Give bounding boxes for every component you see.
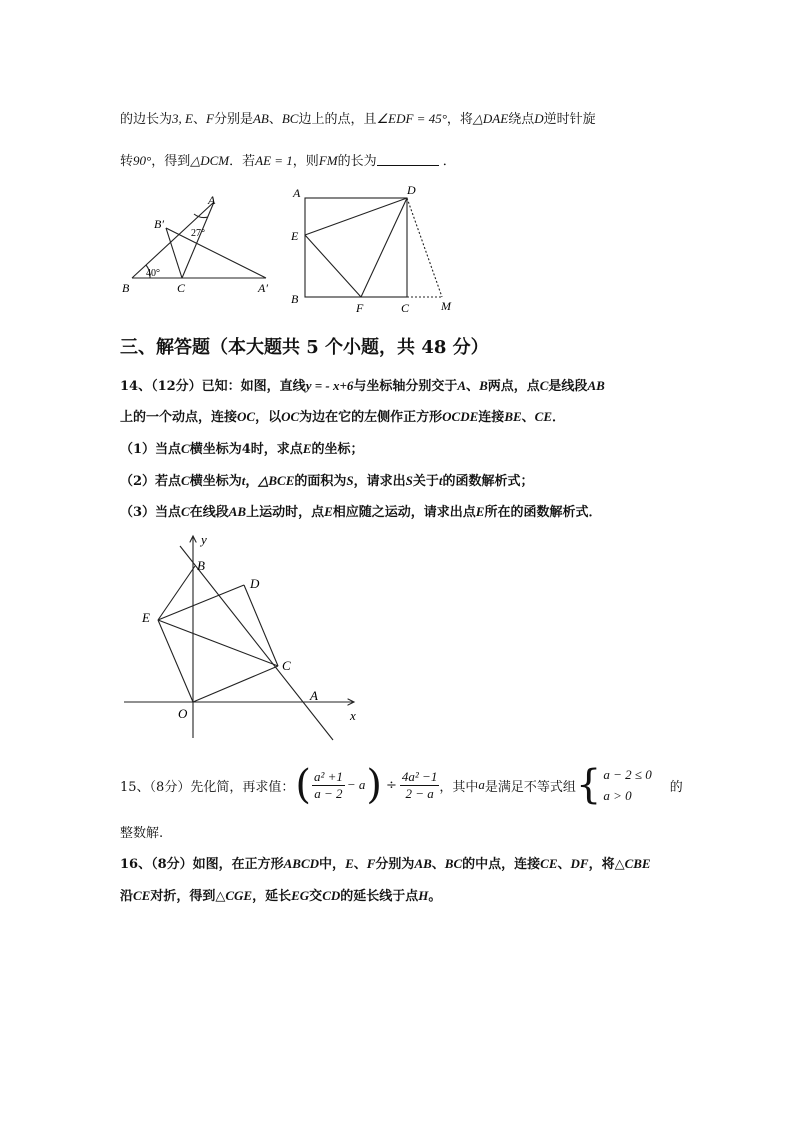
- side-CD: [244, 585, 278, 666]
- fraction-1: [312, 769, 345, 802]
- text: 逆时针旋: [543, 112, 596, 127]
- q14-line2: [120, 406, 565, 425]
- text: 沿: [120, 889, 134, 904]
- math: EG: [291, 888, 310, 903]
- inequality-2: a > 0: [603, 788, 632, 803]
- math: ÷: [386, 777, 397, 793]
- math: − a: [346, 777, 366, 792]
- q14-sub2: [120, 470, 534, 489]
- q16-line2: [120, 885, 441, 904]
- denominator: 2 − a: [405, 785, 434, 801]
- math: t: [438, 473, 443, 488]
- section-heading: 三、解答题（本大题共 5 个小题，共 48 分）: [120, 337, 489, 358]
- text: ．: [442, 154, 456, 169]
- label-B: B: [291, 292, 299, 306]
- square-ABCD: [305, 198, 407, 297]
- math: AB: [587, 378, 605, 393]
- segment-DM-dashed: [407, 198, 442, 297]
- text: 中，: [319, 857, 346, 872]
- segment-DF: [361, 198, 407, 297]
- label-y: y: [201, 532, 207, 547]
- text: 是线段: [548, 379, 588, 394]
- q15-line1: [120, 760, 683, 810]
- text: ，请求出: [353, 474, 406, 489]
- close-paren: ): [366, 762, 382, 808]
- text: 相应随之运动，请求出点: [332, 505, 476, 520]
- label-A: A: [310, 688, 318, 703]
- label-C: C: [177, 281, 186, 295]
- text: 所在的函数解析式．: [484, 505, 602, 520]
- math: a: [478, 777, 485, 792]
- math: E: [475, 504, 485, 519]
- side-DE: [158, 585, 244, 620]
- math: F: [366, 856, 376, 871]
- math: ∠EDF = 45°: [376, 111, 447, 126]
- text: 与坐标轴分别交于: [353, 379, 458, 394]
- text: ，得到: [151, 154, 191, 169]
- text: 的函数解析式；: [442, 474, 534, 489]
- math: CE: [534, 409, 553, 424]
- math: BE: [504, 409, 522, 424]
- left-brace: {: [575, 762, 602, 808]
- label-A: A: [293, 186, 301, 200]
- math: C: [181, 473, 190, 488]
- label-angle-27: 27°: [191, 228, 205, 239]
- math: △DAE: [472, 111, 509, 126]
- text: 两点，点: [487, 379, 540, 394]
- math: E: [345, 856, 354, 871]
- problem13-line2: [120, 150, 456, 169]
- q14-sub3: [120, 501, 601, 520]
- text: ．若: [229, 154, 256, 169]
- label-E: E: [291, 229, 299, 243]
- label-B: B: [197, 558, 205, 573]
- text: 、: [192, 112, 206, 127]
- fraction-2: [400, 769, 439, 802]
- math: BC: [281, 111, 299, 126]
- math: CD: [322, 888, 341, 903]
- label-A: A: [208, 193, 216, 207]
- answer-blank: [377, 153, 439, 166]
- text: ．: [552, 410, 566, 425]
- segment-AC: [182, 202, 214, 278]
- text: 分别为: [375, 857, 415, 872]
- q14-sub1: [120, 438, 363, 457]
- math: OCDE: [442, 409, 479, 424]
- text: 的: [669, 779, 683, 795]
- text: ，将: [446, 112, 473, 127]
- label-B-prime: B′: [154, 217, 164, 231]
- text: （2）若点: [120, 474, 182, 489]
- text: 14、（12分）已知：如图，直线: [120, 379, 306, 394]
- math: AE = 1: [255, 153, 293, 168]
- text: ，其中: [439, 779, 479, 795]
- text: 分别是: [213, 112, 253, 127]
- text: 、: [268, 112, 282, 127]
- math: AB: [228, 504, 247, 519]
- q14-line1: [120, 375, 605, 394]
- math: 90°: [133, 153, 152, 168]
- text: 的中点，连接: [462, 857, 541, 872]
- math: H: [418, 888, 429, 903]
- text: 交: [309, 889, 323, 904]
- text: 、: [557, 857, 571, 872]
- segment-CE: [158, 620, 278, 666]
- math: CE: [133, 888, 151, 903]
- label-angle-40: 40°: [146, 268, 160, 279]
- math: OC: [281, 409, 300, 424]
- segment-ED: [305, 198, 407, 235]
- text: 时，求点: [250, 442, 303, 457]
- label-D: D: [407, 183, 416, 197]
- side-EO: [158, 620, 193, 702]
- math: BC: [444, 856, 463, 871]
- label-O: O: [178, 706, 188, 721]
- label-D: D: [250, 576, 260, 591]
- segment-Bprime-Aprime: [166, 228, 266, 278]
- math: S: [346, 473, 354, 488]
- math: A: [457, 378, 467, 393]
- text: 的面积为: [294, 474, 347, 489]
- math: B: [479, 378, 488, 393]
- label-x: x: [350, 708, 356, 723]
- text: ，以: [255, 410, 282, 425]
- side-OC: [193, 666, 278, 702]
- text: 、: [466, 379, 480, 394]
- label-B: B: [122, 281, 130, 295]
- inequality-system: [603, 764, 651, 806]
- text: ，将△: [588, 857, 625, 872]
- text: 15、（8分）先化简，再求值：: [120, 779, 295, 795]
- math: S: [405, 473, 413, 488]
- q15-line2: [120, 822, 163, 841]
- text: ，延长: [252, 889, 292, 904]
- label-C: C: [282, 658, 291, 673]
- math: 3, E: [172, 111, 193, 126]
- text: 、: [521, 410, 535, 425]
- math: F: [205, 111, 214, 126]
- text: 的坐标；: [311, 442, 364, 457]
- text: 横坐标为: [189, 474, 242, 489]
- math: ABCD: [283, 856, 320, 871]
- text: ，: [245, 474, 259, 489]
- problem13-line1: [120, 108, 596, 127]
- segment-BA: [132, 202, 214, 278]
- math: CE: [540, 856, 558, 871]
- math: C: [539, 378, 549, 393]
- text: 的延长线于点: [340, 889, 419, 904]
- text: （3）当点: [120, 505, 182, 520]
- q16-line1: [120, 853, 651, 872]
- text: 的长为: [337, 154, 377, 169]
- text: 。: [428, 889, 442, 904]
- math: y = - x+6: [305, 378, 354, 393]
- text: 关于: [412, 474, 439, 489]
- math: 4: [241, 442, 251, 457]
- text: 、: [353, 857, 367, 872]
- text: 、: [431, 857, 445, 872]
- text: 边上的点，且: [298, 112, 377, 127]
- text: 连接: [478, 410, 505, 425]
- math: CGE: [225, 888, 253, 903]
- square-figure: [285, 180, 465, 315]
- math: CBE: [624, 856, 651, 871]
- denominator: a − 2: [314, 785, 343, 801]
- math: E: [324, 504, 333, 519]
- text: 为边在它的左侧作正方形: [299, 410, 443, 425]
- text: 上的一个动点，连接: [120, 410, 238, 425]
- math: △BCE: [258, 473, 295, 488]
- text: 的边长为: [120, 112, 173, 127]
- math: AB: [414, 856, 432, 871]
- segment-EF: [305, 235, 361, 297]
- math: D: [534, 111, 544, 126]
- triangle-figure: [118, 190, 278, 298]
- label-A-prime: A′: [258, 281, 268, 295]
- numerator: a² +1: [313, 768, 343, 784]
- math: △DCM: [190, 153, 230, 168]
- text: 横坐标为: [189, 442, 242, 457]
- text: 整数解.: [120, 826, 164, 841]
- label-E: E: [142, 610, 150, 625]
- text: 16、（8分）如图，在正方形: [120, 857, 284, 872]
- open-paren: (: [295, 762, 311, 808]
- numerator: 4a² −1: [401, 768, 438, 784]
- math: AB: [252, 111, 269, 126]
- text: 绕点: [508, 112, 535, 127]
- label-M: M: [441, 299, 451, 313]
- label-F: F: [356, 301, 364, 315]
- text: （1）当点: [120, 442, 182, 457]
- math: DF: [570, 856, 589, 871]
- text: 转: [120, 154, 134, 169]
- text: ，则: [292, 154, 319, 169]
- text: 在线段: [189, 505, 229, 520]
- text: 对折，得到△: [150, 889, 226, 904]
- math: FM: [318, 153, 338, 168]
- coordinate-figure: [118, 530, 368, 742]
- math: t: [241, 473, 246, 488]
- math: C: [181, 504, 190, 519]
- segment-Bprime-C: [166, 228, 182, 278]
- math: C: [181, 441, 190, 456]
- inequality-1: a − 2 ≤ 0: [603, 767, 652, 782]
- text: 上运动时，点: [246, 505, 325, 520]
- math: E: [302, 441, 312, 456]
- math: OC: [237, 409, 256, 424]
- label-C: C: [401, 301, 410, 315]
- text: 是满足不等式组: [484, 779, 576, 795]
